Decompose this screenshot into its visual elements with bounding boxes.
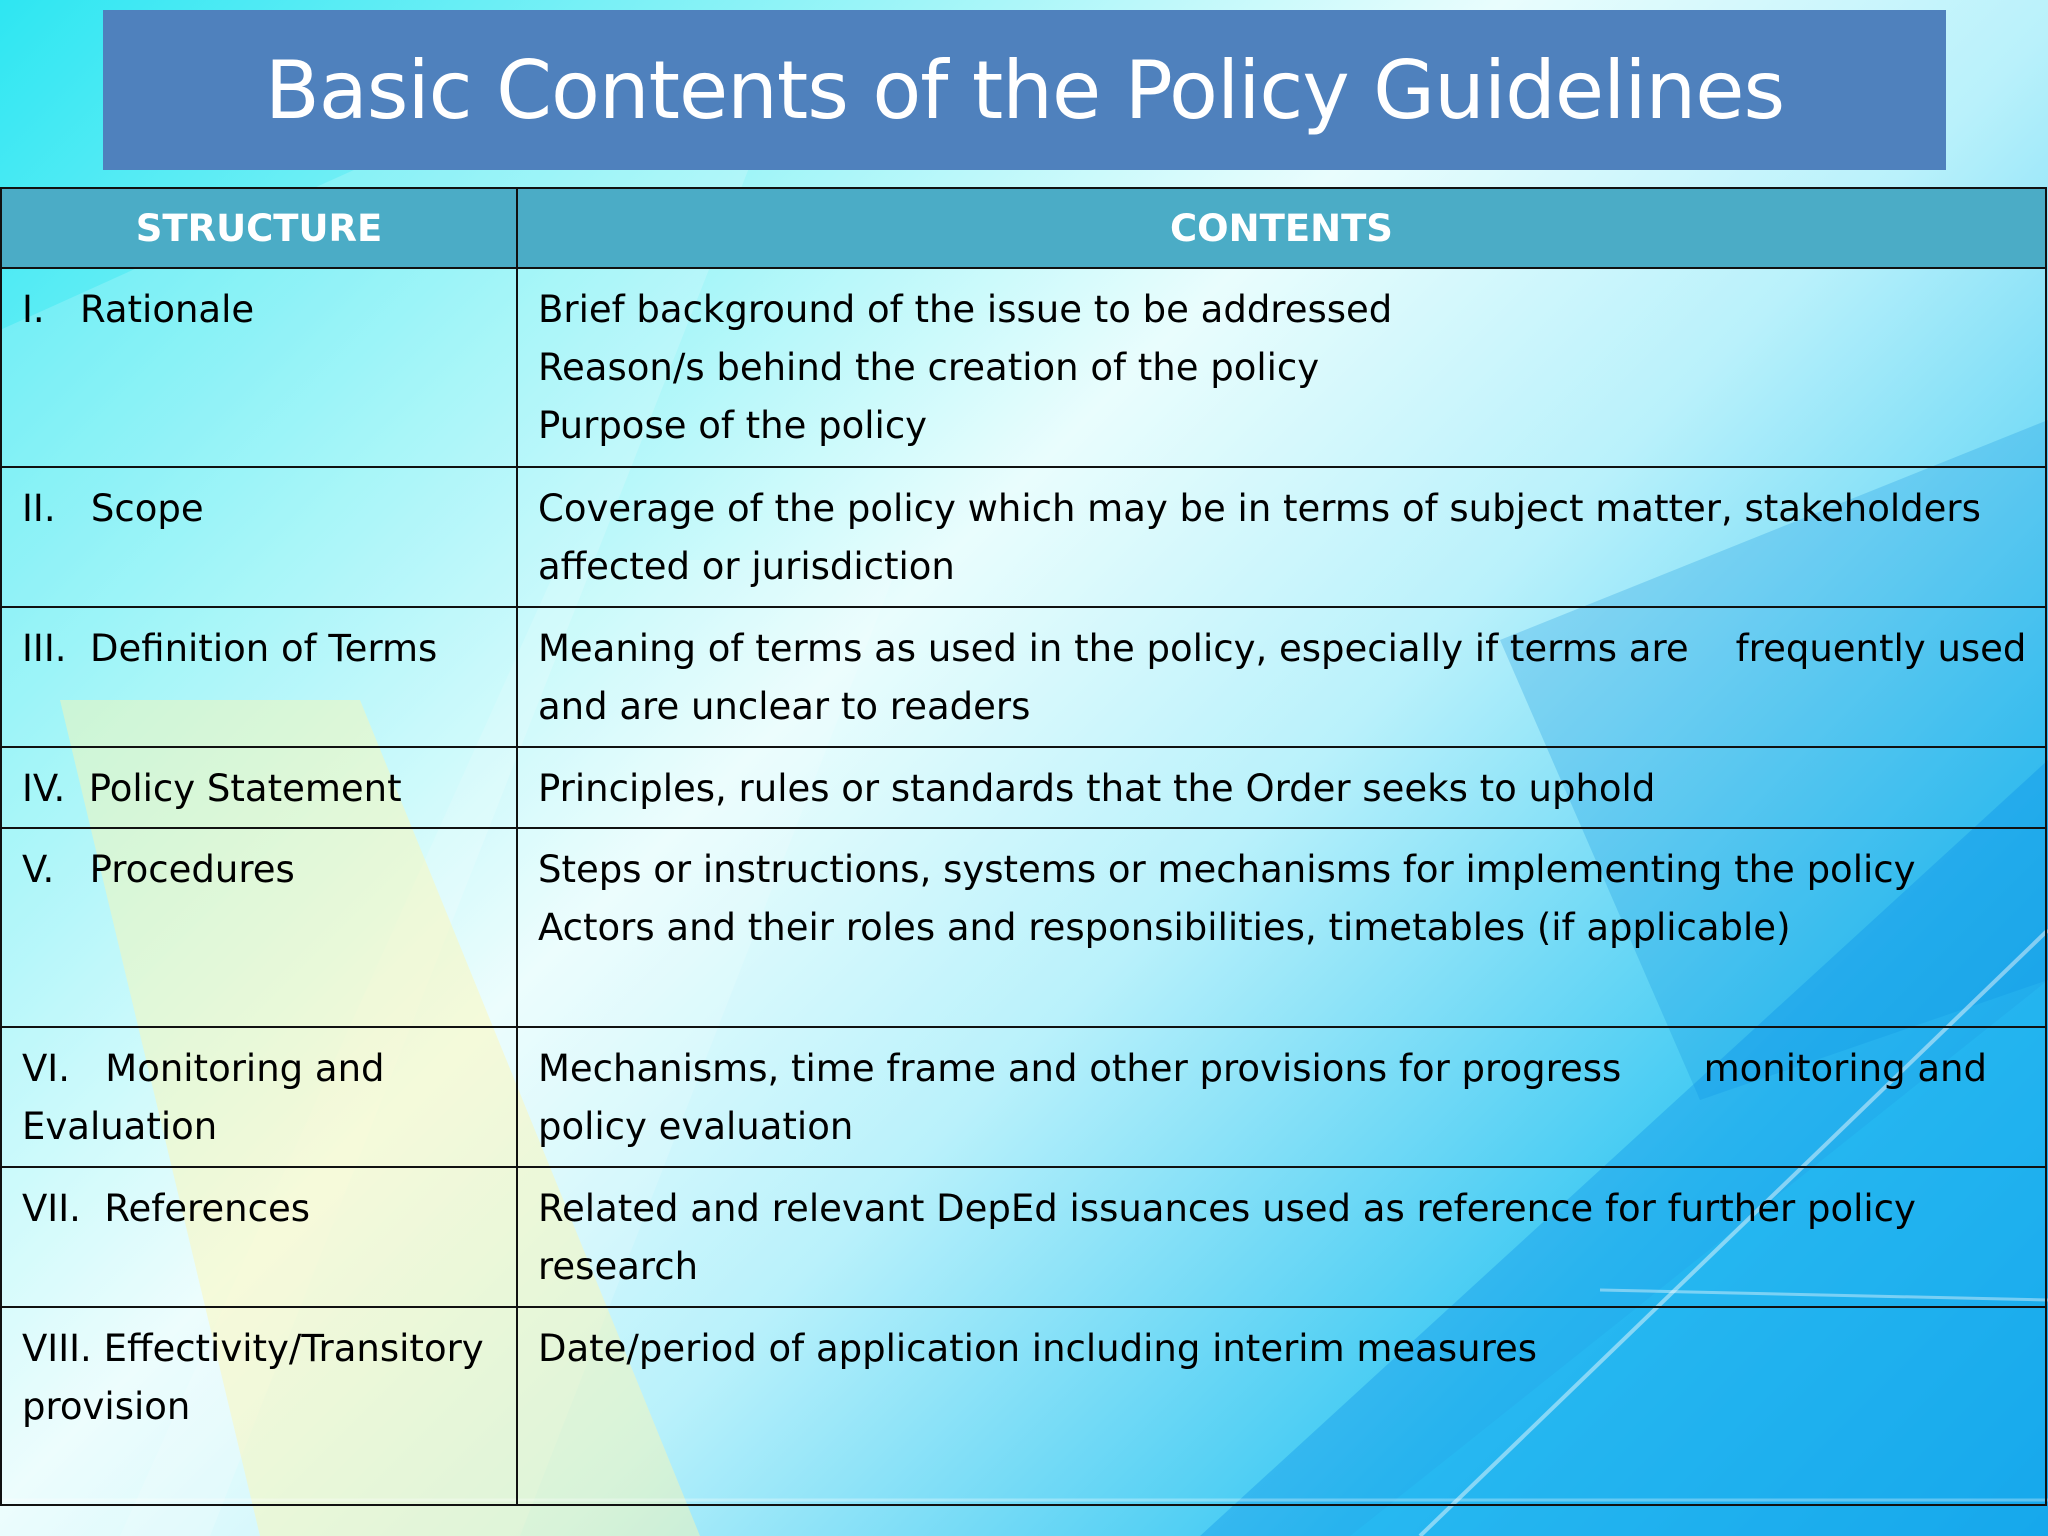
contents-line: Purpose of the policy bbox=[538, 404, 928, 447]
contents-cell bbox=[517, 1307, 2046, 1505]
header-structure: STRUCTURE bbox=[1, 188, 517, 268]
structure-cell bbox=[1, 828, 517, 1027]
contents-cell bbox=[517, 607, 2046, 747]
contents-line: Principles, rules or standards that the Order seeks to uphold bbox=[538, 767, 1656, 810]
structure-cell bbox=[1, 467, 517, 607]
contents-cell bbox=[517, 747, 2046, 828]
contents-line: Brief background of the issue to be addressed bbox=[538, 288, 1393, 331]
table-row bbox=[1, 467, 2046, 607]
contents-line: Steps or instructions, systems or mechanisms for implementing the policy bbox=[538, 848, 1916, 891]
structure-cell bbox=[1, 1307, 517, 1505]
contents-cell bbox=[517, 1027, 2046, 1167]
contents-cell bbox=[517, 268, 2046, 467]
structure-label: VII. References bbox=[22, 1187, 311, 1230]
table-header-row bbox=[1, 188, 2046, 268]
structure-cell bbox=[1, 268, 517, 467]
contents-line: Meaning of terms as used in the policy, especially if terms are frequently used and are unclear to readers bbox=[538, 627, 2039, 728]
slide-title: Basic Contents of the Policy Guidelines bbox=[264, 43, 1785, 137]
contents-cell bbox=[517, 828, 2046, 1027]
contents-line: Reason/s behind the creation of the policy bbox=[538, 346, 1320, 389]
structure-cell bbox=[1, 1167, 517, 1307]
contents-line: Actors and their roles and responsibilities, timetables (if applicable) bbox=[538, 906, 1791, 949]
structure-label: VI. Monitoring and Evaluation bbox=[22, 1047, 397, 1148]
structure-label: I. Rationale bbox=[22, 288, 255, 331]
table-row bbox=[1, 268, 2046, 467]
table-row bbox=[1, 1167, 2046, 1307]
contents-line: Coverage of the policy which may be in terms of subject matter, stakeholders affected or jurisdiction bbox=[538, 487, 1981, 588]
slide-title-bar bbox=[103, 10, 1946, 170]
header-contents: CONTENTS bbox=[517, 188, 2046, 268]
table-row bbox=[1, 747, 2046, 828]
table-row bbox=[1, 1307, 2046, 1505]
structure-label: IV. Policy Statement bbox=[22, 767, 402, 810]
table-row bbox=[1, 828, 2046, 1027]
contents-cell bbox=[517, 1167, 2046, 1307]
structure-cell bbox=[1, 607, 517, 747]
table-row bbox=[1, 607, 2046, 747]
policy-structure-table bbox=[0, 187, 2047, 1506]
structure-label: III. Definition of Terms bbox=[22, 627, 438, 670]
structure-label: V. Procedures bbox=[22, 848, 295, 891]
table-row bbox=[1, 1027, 2046, 1167]
contents-line: Related and relevant DepEd issuances used as reference for further policy research bbox=[538, 1187, 1916, 1288]
contents-line: Date/period of application including interim measures bbox=[538, 1327, 1538, 1370]
structure-cell bbox=[1, 1027, 517, 1167]
contents-line: Mechanisms, time frame and other provisions for progress monitoring and policy evaluation bbox=[538, 1047, 1999, 1148]
structure-label: VIII. Effectivity/Transitory provision bbox=[22, 1327, 484, 1428]
structure-cell bbox=[1, 747, 517, 828]
structure-label: II. Scope bbox=[22, 487, 204, 530]
contents-cell bbox=[517, 467, 2046, 607]
